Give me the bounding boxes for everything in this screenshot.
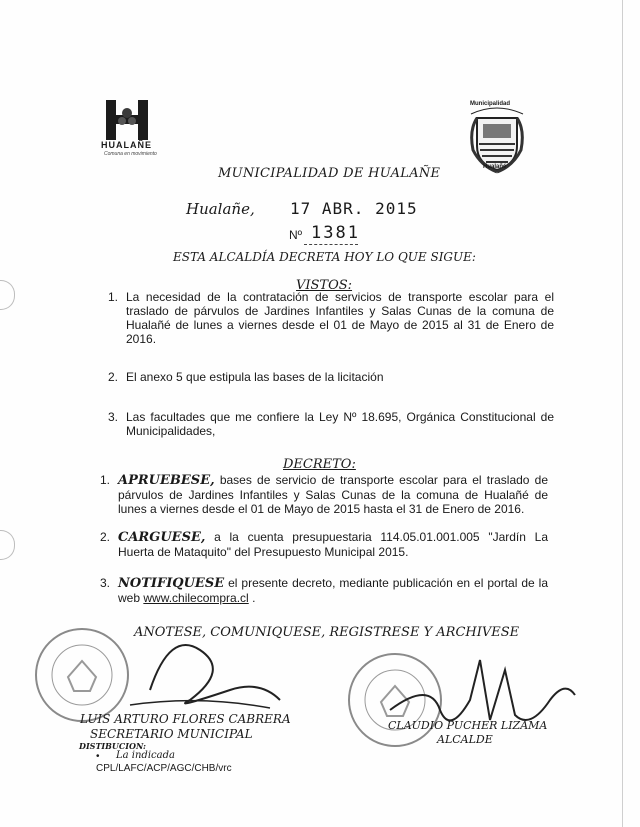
mayor-name: CLAUDIO PUCHER LIZAMA <box>388 719 548 732</box>
item-number: 3. <box>100 576 111 590</box>
vistos-item <box>108 410 554 438</box>
item-text: El anexo 5 que estipula las bases de la licitación <box>126 370 384 384</box>
municipal-crest <box>465 100 529 174</box>
decree-number-underline <box>304 244 358 245</box>
mayor-role: ALCALDE <box>437 733 493 746</box>
vistos-heading: VISTOS: <box>296 278 353 293</box>
crest-top-text: Municipalidad <box>470 101 511 107</box>
item-number: 3. <box>108 410 119 424</box>
decreto-item <box>100 473 548 516</box>
logo-tagline: Comuna en movimiento <box>104 151 157 157</box>
secretary-name: LUIS ARTURO FLORES CABRERA <box>80 712 291 726</box>
item-text: el presente decreto, mediante publicación en el portal de la web <box>118 576 548 605</box>
punch-hole <box>0 280 15 310</box>
secretary-role: SECRETARIO MUNICIPAL <box>90 727 253 741</box>
item-tail: . <box>248 591 256 605</box>
crest-bottom-text: Hualañé <box>483 164 507 170</box>
vistos-item <box>108 370 554 384</box>
hualane-logo <box>104 100 150 140</box>
logo-name: HUALAÑE <box>101 140 152 150</box>
decreto-item <box>100 576 548 605</box>
date-stamp: 17 ABR. 2015 <box>290 199 418 218</box>
decreta-line: ESTA ALCALDÍA DECRETA HOY LO QUE SIGUE: <box>173 250 476 264</box>
item-text: Las facultades que me confiere la Ley Nº 18.695, Orgánica Constitucional de Municipalidades, <box>126 410 554 438</box>
distribution-label: DISTIBUCION: <box>79 741 146 751</box>
item-number: 2. <box>100 530 111 544</box>
document-title: MUNICIPALIDAD DE HUALAÑE <box>218 166 441 181</box>
item-text: bases de servicio de transporte escolar para el traslado de párvulos de Jardines Infantiles y Salas Cunas de la comuna de Hualañé de lunes a viernes desde el 01 de Mayo de 2015 hasta el 31 de Enero de 2016. <box>118 473 548 516</box>
decreto-heading: DECRETO: <box>283 457 356 472</box>
item-number: 2. <box>108 370 119 384</box>
vistos-item <box>108 290 554 346</box>
decreto-item <box>100 530 548 559</box>
item-text: a la cuenta presupuestaria 114.05.01.001.005 "Jardín La Huerta de Mataquito" del Presupuesto Municipal 2015. <box>118 530 548 559</box>
item-number: 1. <box>100 473 111 487</box>
distribution-item: La indicada <box>116 750 175 761</box>
secretary-signature <box>110 620 290 720</box>
item-number: 1. <box>108 290 119 304</box>
closing-line: ANOTESE, COMUNIQUESE, REGISTRESE Y ARCHIVESE <box>134 625 520 640</box>
decree-number-label: Nº <box>289 228 303 242</box>
decree-number: 1381 <box>311 223 360 243</box>
distribution-bullet: • <box>96 751 100 762</box>
chilecompra-link[interactable]: www.chilecompra.cl <box>143 591 249 605</box>
punch-hole <box>0 530 15 560</box>
distribution-initials: CPL/LAFC/ACP/AGC/CHB/vrc <box>96 763 232 774</box>
item-keyword: APRUEBESE, <box>118 473 215 488</box>
page-edge <box>622 0 623 827</box>
place-name: Hualañe, <box>186 200 255 218</box>
item-keyword: NOTIFIQUESE <box>118 576 225 591</box>
item-text: La necesidad de la contratación de servicios de transporte escolar para el traslado de párvulos de Jardines Infantiles y Salas Cunas de la comuna de Hualañé de lunes a viernes desde el 01 de Mayo de 2015 al 31 de Enero de 2016. <box>126 290 554 346</box>
item-keyword: CARGUESE, <box>118 530 206 545</box>
